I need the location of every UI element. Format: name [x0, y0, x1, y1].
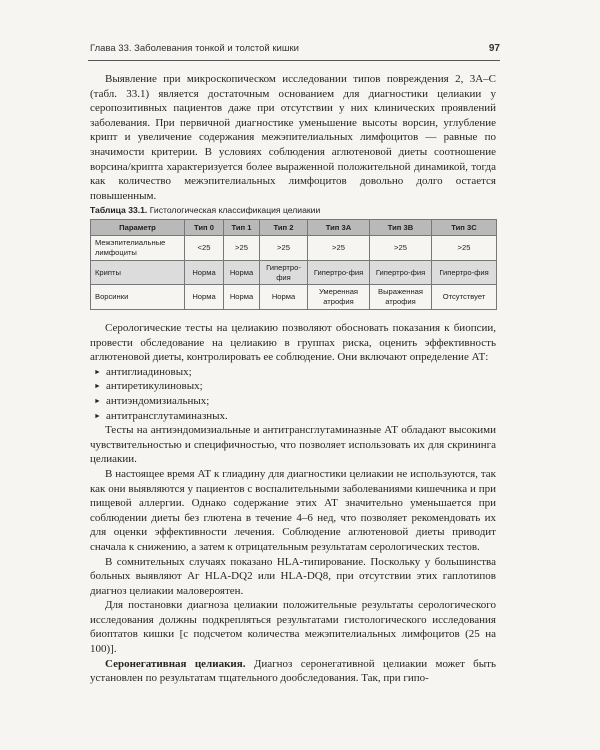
screening-paragraph: Тесты на антиэндомизиальные и антитрансглутаминазные АТ обладают высокими чувствительностью и специфичностью, что позволяет использовать их для скрининга целиакии. [90, 424, 496, 466]
table-cell: Норма [224, 285, 260, 310]
table-cell: Норма [260, 285, 308, 310]
table-header-cell: Тип 3A [308, 220, 370, 236]
page-number: 97 [488, 43, 500, 54]
table-cell: Межэпителиальные лимфоциты [91, 236, 185, 261]
list-item: ► антиретикулиновых; [94, 380, 203, 393]
diagnosis-paragraph: Для постановки диагноза целиакии положительные результаты серологического исследования должны подкрепляться результатами гистологического исследования биоптатов кишки [с подсчетом количества межэпителиальных лимфоцитов (25 на 100)]. [90, 599, 496, 656]
table-caption-text: Гистологическая классификация целиакии [149, 205, 321, 215]
main-text [90, 321, 496, 686]
seronegative-paragraph: Серонегативная целиакия. Диагноз серонегативной целиакии может быть установлен по результатам тщательного дообследования. Так, при гипо- [90, 657, 496, 685]
table-header-cell: Тип 3C [432, 220, 497, 236]
table-cell: Гипертро-фия [370, 261, 432, 285]
table-cell: Выраженная атрофия [370, 285, 432, 310]
table-cell: Гипертро-фия [260, 261, 308, 285]
table-cell: Умеренная атрофия [308, 285, 370, 310]
intro-block [90, 72, 496, 203]
hla-paragraph: В сомнительных случаях показано HLA-типирование. Поскольку у большинства больных выявляют Аг HLA-DQ2 или HLA-DQ8, при отсутствии этих гаплотипов диагноз целиакии маловероятен. [90, 555, 496, 597]
table-header-cell: Тип 3B [370, 220, 432, 236]
table-cell: Гипертро-фия [308, 261, 370, 285]
table-cell: <25 [185, 236, 224, 261]
list-item: ► антиэндомизиальных; [94, 394, 210, 407]
list-item: ► антитрансглутаминазных. [94, 409, 228, 422]
table-cell: Ворсинки [91, 285, 185, 310]
table-cell: Отсутствует [432, 285, 497, 310]
table-cell: Норма [224, 261, 260, 285]
table-row [91, 285, 497, 310]
table-row [91, 236, 497, 261]
table-cell: >25 [308, 236, 370, 261]
table-cell: >25 [224, 236, 260, 261]
table-cell: Норма [185, 285, 224, 310]
header-rule [88, 60, 500, 61]
table-cell: >25 [370, 236, 432, 261]
intro-paragraph: Выявление при микроскопическом исследовании типов повреждения 2, 3A–C (табл. 33.1) является достаточным основанием для диагностики целиакии у серопозитивных пациентов даже при отсутствии у них клинических проявлений заболевания. При первичной диагностике уменьшение высоты ворсин, углубление крипт и увеличение содержания межэпителиальных лимфоцитов — равные по значимости критерии. В условиях соблюдения аглютеновой диеты соотношение ворсина/крипта характеризуется более выраженной положительной динамикой, тогда как количество межэпителиальных лимфоцитов довольно долго остается повышенным. [90, 73, 496, 202]
table-caption-label: Таблица 33.1. [90, 205, 148, 215]
triangle-bullet-icon: ► [94, 396, 101, 405]
table-header-cell: Тип 1 [224, 220, 260, 236]
table-header-cell: Параметр [91, 220, 185, 236]
table-row [91, 261, 497, 285]
triangle-bullet-icon: ► [94, 382, 101, 391]
list-item: ► антиглиадиновых; [94, 365, 192, 378]
antibody-list [90, 365, 496, 423]
table-header-cell: Тип 2 [260, 220, 308, 236]
table-cell: >25 [260, 236, 308, 261]
triangle-bullet-icon: ► [94, 367, 101, 376]
chapter-title: Глава 33. Заболевания тонкой и толстой кишки [90, 43, 299, 54]
table-cell: Гипертро-фия [432, 261, 497, 285]
triangle-bullet-icon: ► [94, 411, 101, 420]
gliadin-paragraph: В настоящее время АТ к глиадину для диагностики целиакии не используются, так как они выявляются у пациентов с воспалительными заболеваниями кишечника и при пищевой аллергии. Однако содержание этих АТ значительно уменьшается при соблюдении диеты без глютена в течение 4–6 нед, что позволяет рекомендовать их для оценки эффективности лечения. Соблюдение аглютеновой диеты приводит сначала к снижению, а затем к отрицательным результатам серологических тестов. [90, 467, 496, 553]
running-head [90, 43, 500, 54]
table-header-cell: Тип 0 [185, 220, 224, 236]
seronegative-heading: Серонегативная целиакия. [105, 657, 246, 670]
table-cell: >25 [432, 236, 497, 261]
table-cell: Крипты [91, 261, 185, 285]
table-caption [90, 205, 320, 215]
histology-table [90, 219, 497, 310]
serology-paragraph: Серологические тесты на целиакию позволяют обосновать показания к биопсии, провести обследование на целиакию в группах риска, оценить эффективность аглютеновой диеты, контролировать ее соблюдение. Они включают определение АТ: [90, 322, 496, 364]
table-cell: Норма [185, 261, 224, 285]
table-header-row [91, 220, 497, 236]
